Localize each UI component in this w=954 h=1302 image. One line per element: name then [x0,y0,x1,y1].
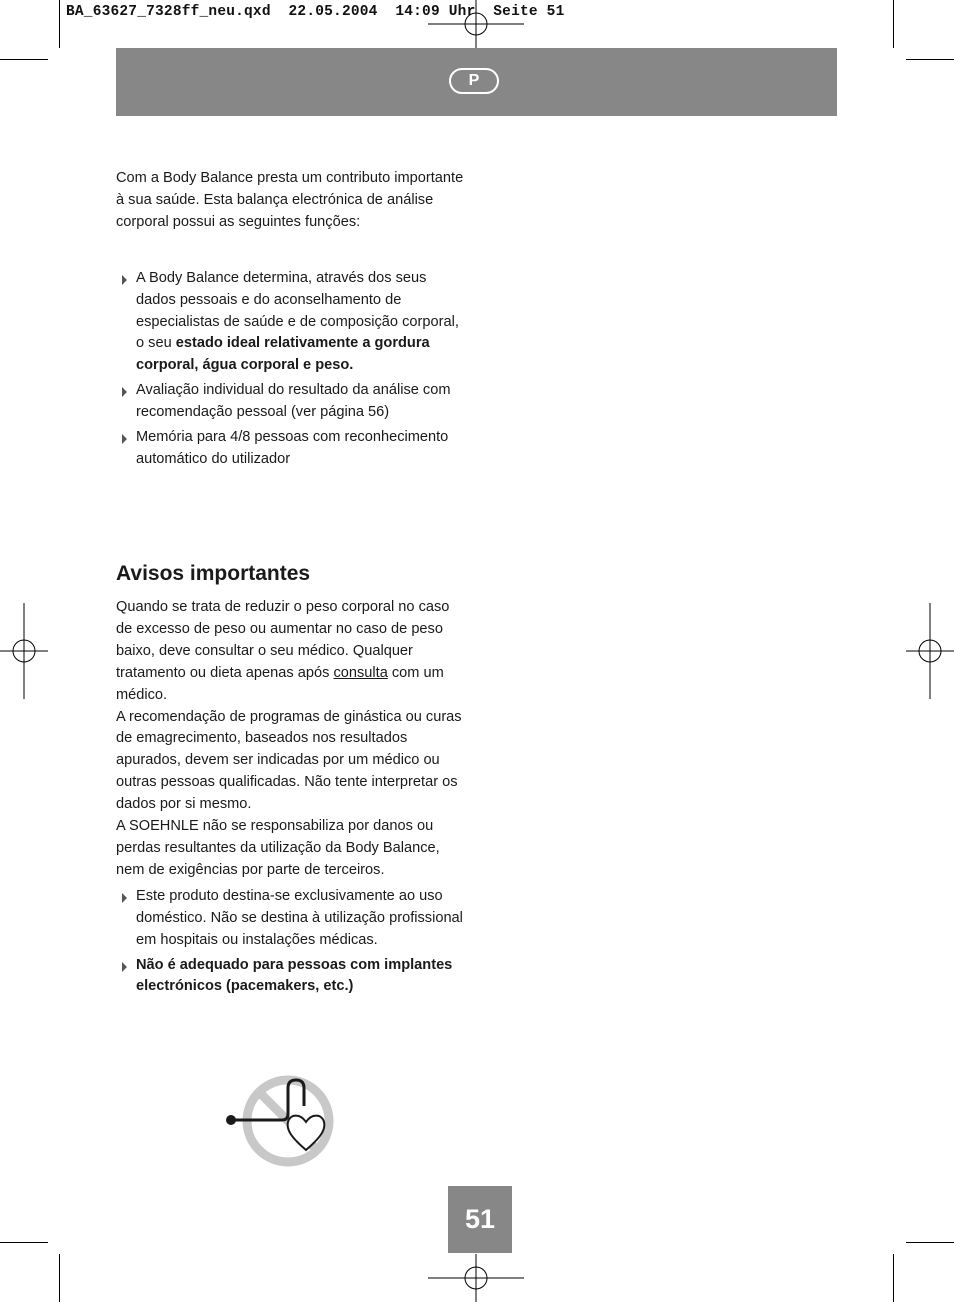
crop-mark [893,1254,894,1302]
registration-mark-bottom [428,1254,524,1302]
warning-paragraph [116,597,468,707]
feature-bold-text: estado ideal relativamente a gordura corporal, água corporal e peso. [136,335,430,374]
crop-mark [59,1254,60,1302]
list-item [116,380,466,424]
bullet-triangle-icon [122,275,127,285]
crop-mark [906,59,954,60]
warning-list [116,886,468,999]
list-item [116,886,468,952]
registration-mark-top [428,0,524,48]
bullet-triangle-icon [122,962,127,972]
crop-mark [0,1242,48,1243]
page-number: 51 [448,1186,512,1253]
warnings-section [116,597,468,1001]
crop-mark [893,0,894,48]
list-item [116,427,466,471]
warning-paragraph: A recomendação de programas de ginástica ou curas de emagrecimento, baseados nos resultados apurados, devem ser indicadas por um médico ou outras pessoas qualificadas. Não tente interpretar os dados por si mesmo. [116,708,462,813]
section-title: Avisos importantes [116,562,311,585]
underlined-word: consulta [333,664,388,681]
feature-list [116,268,466,471]
warning-text: com um médico. [116,664,444,703]
no-pacemaker-icon [222,1072,338,1170]
crop-mark [59,0,60,48]
warning-paragraph: A SOEHNLE não se responsabiliza por danos ou perdas resultantes da utilização da Body Balance, nem de exigências por parte de terceiros. [116,818,440,878]
bullet-triangle-icon [122,387,127,397]
crop-mark [0,59,48,60]
bullet-triangle-icon [122,893,127,903]
warning-text: Quando se trata de reduzir o peso corporal no caso de excesso de peso ou aumentar no caso de peso baixo, deve consultar o seu médico. Qualquer tratamento ou dieta apenas após [116,599,450,681]
print-slug: BA_63627_7328ff_neu.qxd 22.05.2004 14:09 Uhr Seite 51 [66,4,565,20]
list-item [116,268,466,378]
feature-text: Memória para 4/8 pessoas com reconhecimento automático do utilizador [136,429,449,467]
bullet-triangle-icon [122,434,127,444]
warning-bullet-bold-text: Não é adequado para pessoas com implantes electrónicos (pacemakers, etc.) [136,956,453,995]
list-item [116,955,468,999]
registration-mark-right [906,603,954,699]
registration-mark-left [0,603,48,699]
language-badge: P [449,68,499,94]
header-band [116,48,837,116]
intro-paragraph: Com a Body Balance presta um contributo importante à sua saúde. Esta balança electrónica de análise corporal possui as seguintes funções: [116,170,464,230]
warning-bullet-text: Este produto destina-se exclusivamente ao uso doméstico. Não se destina à utilização profissional em hospitais ou instalações médicas. [136,887,463,948]
feature-text: Avaliação individual do resultado da análise com recomendação pessoal (ver página 56) [136,382,451,421]
feature-text: A Body Balance determina, através dos seus dados pessoais e do aconselhamento de especialistas de saúde e de composição corporal, o seu [136,269,459,352]
crop-mark [906,1242,954,1243]
intro-section [116,168,466,474]
